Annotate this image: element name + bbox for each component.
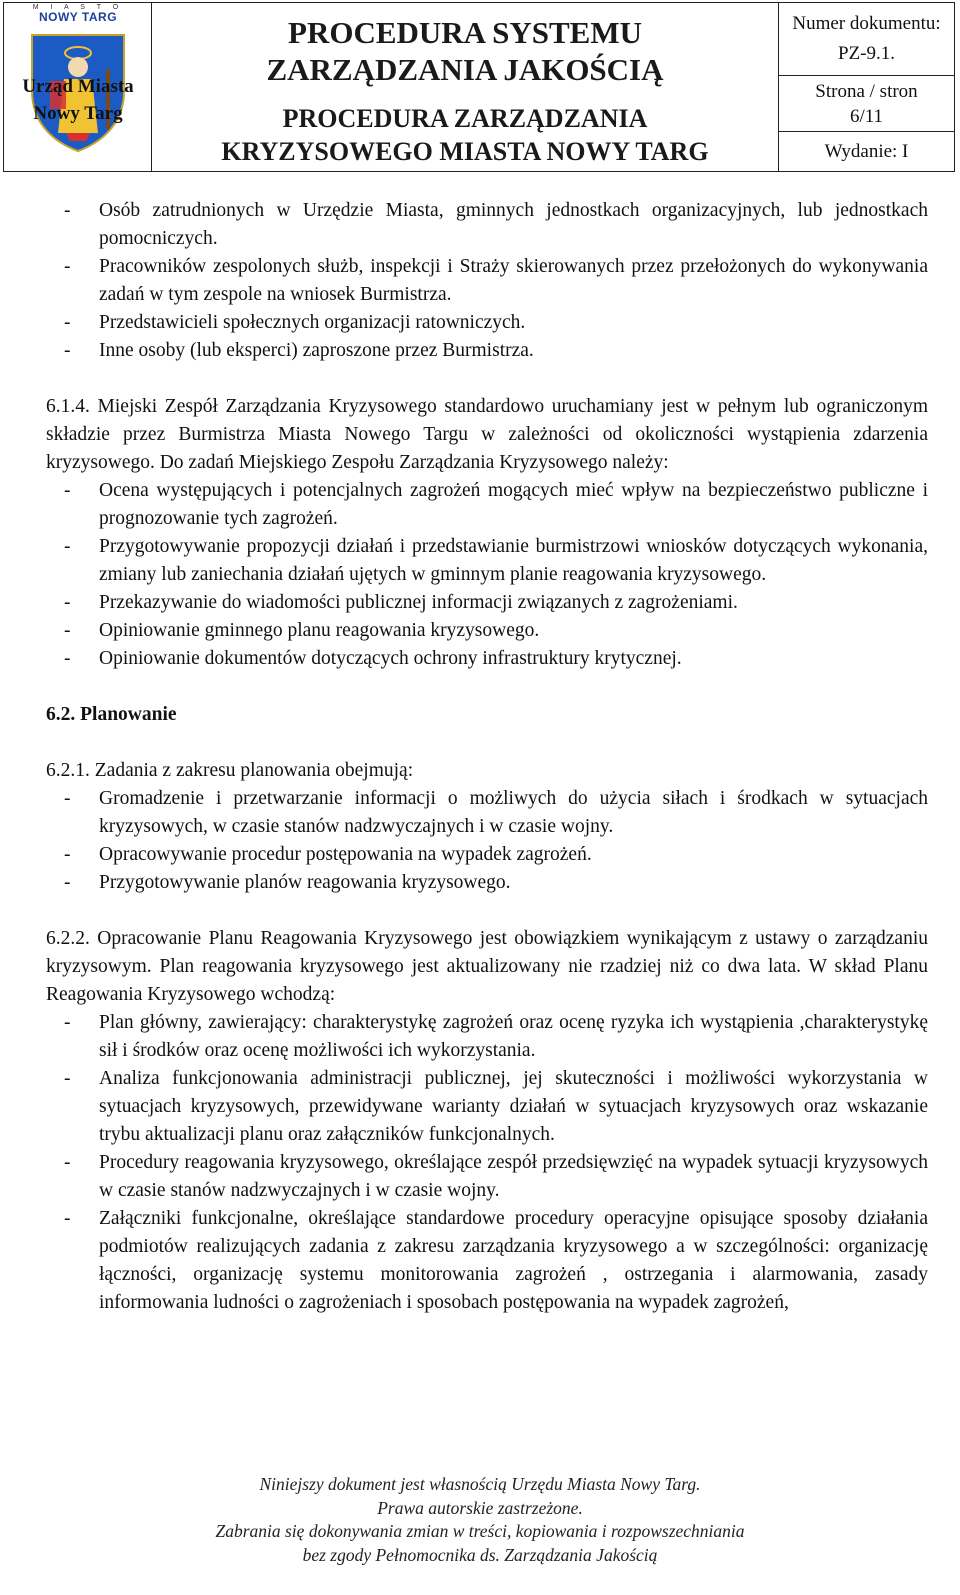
footer-line2: Prawa autorskie zastrzeżone.: [377, 1497, 583, 1518]
list-item: - Opiniowanie gminnego planu reagowania kryzysowego.: [46, 617, 928, 645]
list-item: - Plan główny, zawierający: charakterystykę zagrożeń oraz ocenę ryzyka ich wystąpienia ,charakterystykę sił i środków oraz ocenę możliwości ich wykorzystania.: [46, 1009, 928, 1065]
list-item: - Przekazywanie do wiadomości publicznej informacji związanych z zagrożeniami.: [46, 589, 928, 617]
meta-cell: [779, 3, 954, 171]
section-heading-6-2: 6.2. Planowanie: [46, 704, 177, 725]
paragraph-6-2-1: 6.2.1. Zadania z zakresu planowania obejmują:: [46, 760, 414, 781]
plan-components-list: [46, 1009, 928, 1317]
list-item: - Opracowywanie procedur postępowania na wypadek zagrożeń.: [46, 841, 928, 869]
logo-caption-line1: Urząd Miasta: [22, 76, 134, 97]
paragraph-6-1-4: 6.1.4. Miejski Zespół Zarządzania Kryzysowego standardowo uruchamiany jest w pełnym lub ograniczonym składzie przez Burmistrza Miasta Nowego Targu w zależności od okoliczności wystąpienia zdarzenia kryzysowego. Do zadań Miejskiego Zespołu Zarządzania Kryzysowego należy:: [46, 396, 928, 473]
team-tasks-list: [46, 477, 928, 673]
system-title-line1: PROCEDURA SYSTEMU: [288, 15, 642, 50]
title-cell: [152, 3, 779, 171]
logo-town-name: NOWY TARG: [38, 10, 118, 24]
document-body: [46, 197, 928, 1317]
document-number-label: Numer dokumentu:: [792, 13, 941, 34]
logo-wordmark: [4, 3, 152, 24]
page-counter: [779, 76, 954, 132]
paragraph-6-2-2: 6.2.2. Opracowanie Planu Reagowania Kryzysowego jest obowiązkiem wynikającym z ustawy o zarządzaniu kryzysowym. Plan reagowania kryzysowego jest aktualizowany nie rzadziej niż co dwa lata. W skład Planu Reagowania Kryzysowego wchodzą:: [46, 928, 928, 1005]
list-item: - Pracowników zespolonych służb, inspekcji i Straży skierowanych przez przełożonych do wykonywania zadań w tym zespole na wniosek Burmistrza.: [46, 253, 928, 309]
document-number: [779, 3, 954, 76]
footer-line1: Niniejszy dokument jest własnością Urzędu Miasta Nowy Targ.: [259, 1474, 701, 1494]
planning-tasks-list: [46, 785, 928, 897]
logo-caption: [4, 73, 152, 127]
list-item: - Przygotowywanie planów reagowania kryzysowego.: [46, 869, 928, 897]
list-item: - Procedury reagowania kryzysowego, określające zespół przedsięwzięć na wypadek sytuacji kryzysowych w czasie stanów nadzwyczajnych i w czasie wojny.: [46, 1149, 928, 1205]
system-title-line2: ZARZĄDZANIA JAKOŚCIĄ: [266, 52, 664, 87]
list-item: - Załączniki funkcjonalne, określające standardowe procedury operacyjne opisujące sposoby działania podmiotów realizujących zadania z zakresu zarządzania kryzysowego a w szczególności: organizację łączności, organizację systemu monitorowania zagrożeń , ostrzegania i alarmowania, zasady informowania ludności o zagrożeniach i sposobach postępowania na wypadek zagrożeń,: [46, 1205, 928, 1317]
procedure-title: [152, 99, 778, 171]
page-counter-value: 6/11: [849, 105, 884, 127]
page-counter-label: Strona / stron: [815, 80, 918, 102]
list-item: - Inne osoby (lub eksperci) zaproszone przez Burmistrza.: [46, 337, 928, 365]
logo-caption-line2: Nowy Targ: [33, 103, 123, 124]
list-item: - Opiniowanie dokumentów dotyczących ochrony infrastruktury krytycznej.: [46, 645, 928, 673]
system-title: [152, 3, 778, 99]
list-item: - Osób zatrudnionych w Urzędzie Miasta, gminnych jednostkach organizacyjnych, lub jednostkach pomocniczych.: [46, 197, 928, 253]
document-number-value: PZ-9.1.: [838, 43, 895, 64]
logo-cell: [4, 3, 152, 171]
team-members-list: [46, 197, 928, 365]
edition: Wydanie: I: [824, 140, 909, 162]
list-item: - Gromadzenie i przetwarzanie informacji o możliwych do użycia siłach i środkach w sytuacjach kryzysowych, w czasie stanów nadzwyczajnych i w czasie wojny.: [46, 785, 928, 841]
logo-town-small: M I A S T O: [32, 4, 124, 11]
list-item: - Przygotowywanie propozycji działań i przedstawianie burmistrzowi wniosków dotyczących wykonania, zmiany lub zaniechania działań ujętych w gminnym planie reagowania kryzysowego.: [46, 533, 928, 589]
list-item: - Ocena występujących i potencjalnych zagrożeń mogących mieć wpływ na bezpieczeństwo publiczne i prognozowanie tych zagrożeń.: [46, 477, 928, 533]
footer-line4: bez zgody Pełnomocnika ds. Zarządzania Jakością: [302, 1544, 658, 1565]
list-item: - Analiza funkcjonowania administracji publicznej, jej skuteczności i możliwości wykorzystania w sytuacjach kryzysowych, przewidywane warianty działań w sytuacjach kryzysowych oraz wskazanie trybu aktualizacji planu oraz załączników funkcjonalnych.: [46, 1065, 928, 1149]
list-item: - Przedstawicieli społecznych organizacji ratowniczych.: [46, 309, 928, 337]
procedure-title-line1: PROCEDURA ZARZĄDZANIA: [282, 104, 648, 133]
footer-line3: Zabrania się dokonywania zmian w treści, kopiowania i rozpowszechniania: [215, 1521, 745, 1541]
document-header: [3, 2, 955, 172]
document-footer: [0, 1473, 960, 1567]
procedure-title-line2: KRYZYSOWEGO MIASTA NOWY TARG: [221, 137, 709, 166]
